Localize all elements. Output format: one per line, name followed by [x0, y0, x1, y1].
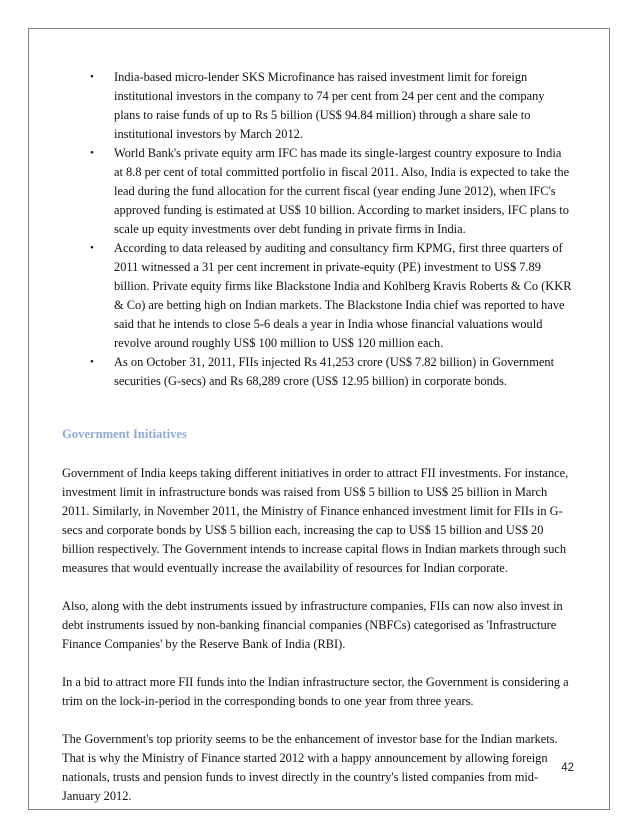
paragraph: The Government's top priority seems to be the enhancement of investor base for the Indian markets. That is why the Ministry of Finance started 2012 with a happy announcement by allowing foreign nationals, trusts and pension funds to invest directly in the country's listed companies from mid-January 2012.	[62, 732, 558, 803]
bullet-text: According to data released by auditing and consultancy firm KPMG, first three quarters of 2011 witnessed a 31 per cent increment in private-equity (PE) investment to US$ 7.89 billion. Private equity firms like Blackstone India and Kohlberg Kravis Roberts & Co (KKR & Co) are betting high on Indian markets. The Blackstone India chief was reported to have said that he intends to close 5-6 deals a year in India whose financial valuations would revolve around roughly US$ 100 million to US$ 120 million each.	[114, 241, 572, 350]
bullet-icon: •	[90, 147, 94, 159]
section-heading: Government Initiatives	[62, 427, 187, 441]
bullet-list	[62, 68, 572, 391]
page-content	[62, 68, 572, 825]
bullet-icon: •	[90, 71, 94, 83]
bullet-item	[90, 68, 572, 144]
paragraph: Also, along with the debt instruments issued by infrastructure companies, FIIs can now also invest in debt instruments issued by non-banking financial companies (NBFCs) categorised as 'Infrastructure Finance Companies' by the Reserve Bank of India (RBI).	[62, 599, 563, 651]
bullet-text: As on October 31, 2011, FIIs injected Rs 41,253 crore (US$ 7.82 billion) in Government securities (G-secs) and Rs 68,289 crore (US$ 12.95 billion) in corporate bonds.	[114, 355, 555, 388]
bullet-item	[90, 144, 572, 239]
bullet-icon: •	[90, 242, 94, 254]
paragraph: Government of India keeps taking different initiatives in order to attract FII investments. For instance, investment limit in infrastructure bonds was raised from US$ 5 billion to US$ 25 billion in March 2011. Similarly, in November 2011, the Ministry of Finance enhanced investment limit for FIIs in G-secs and corporate bonds by US$ 5 billion each, increasing the cap to US$ 15 billion and US$ 20 billion respectively. The Government intends to increase capital flows in Indian markets through such measures that would eventually increase the availability of resources for Indian corporate.	[62, 466, 569, 575]
bullet-item	[90, 353, 572, 391]
paragraph: In a bid to attract more FII funds into the Indian infrastructure sector, the Government is considering a trim on the lock-in-period in the corresponding bonds to one year from three years.	[62, 675, 569, 708]
page-number: 42	[561, 762, 574, 774]
bullet-text: India-based micro-lender SKS Microfinance has raised investment limit for foreign institutional investors in the company to 74 per cent from 24 per cent and the company plans to raise funds of up to Rs 5 billion (US$ 94.84 million) through a share sale to institutional investors by March 2012.	[114, 70, 545, 141]
bullet-icon: •	[90, 356, 94, 368]
bullet-text: World Bank's private equity arm IFC has made its single-largest country exposure to India at 8.8 per cent of total committed portfolio in fiscal 2011. Also, India is expected to take the lead during the fund allocation for the current fiscal (year ending June 2012), when IFC's approved funding is estimated at US$ 10 billion. According to market insiders, IFC plans to scale up equity investments over debt funding in private firms in India.	[114, 146, 570, 236]
bullet-item	[90, 239, 572, 353]
